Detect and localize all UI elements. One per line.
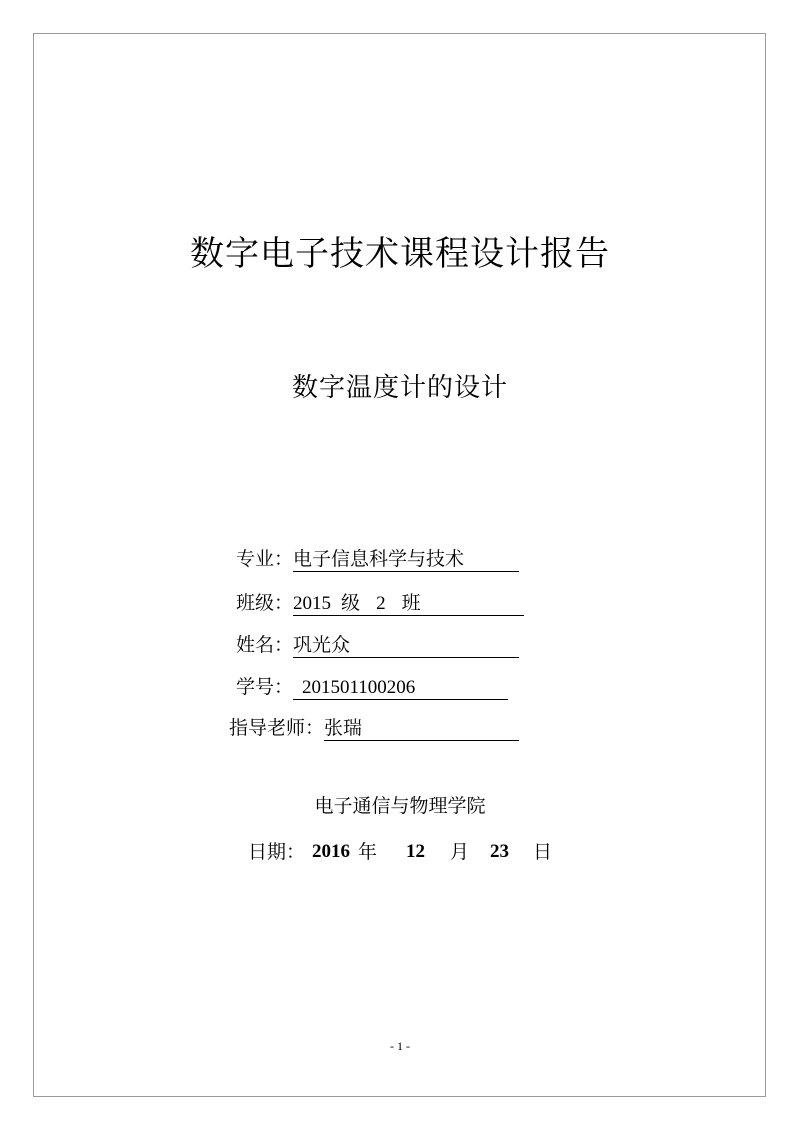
class-word: 班	[401, 592, 421, 614]
date-month-word: 月	[450, 841, 470, 863]
school-name: 电子通信与物理学院	[314, 795, 486, 817]
student-id-value: 201501100206	[302, 677, 416, 698]
date-year-word: 年	[358, 841, 378, 863]
report-subtitle: 数字温度计的设计	[291, 373, 508, 403]
major-value: 电子信息科学与技术	[293, 548, 465, 570]
class-number: 2	[376, 593, 386, 614]
class-field	[293, 589, 524, 616]
class-grade-word: 级	[341, 592, 361, 614]
advisor-label: 指导老师：	[228, 717, 324, 739]
student-id-field	[293, 673, 508, 700]
major-label: 专业：	[235, 548, 293, 570]
name-label: 姓名：	[235, 634, 293, 656]
name-value: 巩光众	[293, 634, 351, 656]
advisor-value: 张瑞	[324, 717, 363, 739]
name-field	[293, 631, 519, 658]
student-id-label: 学号：	[235, 676, 293, 698]
report-title: 数字电子技术课程设计报告	[190, 234, 610, 274]
advisor-field	[324, 714, 519, 741]
date-day: 23	[490, 841, 509, 862]
date-year: 2016	[312, 841, 350, 862]
page-number: - 1 -	[390, 1039, 410, 1053]
date-day-word: 日	[533, 841, 553, 863]
major-field	[293, 545, 519, 572]
class-label: 班级：	[235, 592, 293, 614]
date-label: 日期：	[248, 841, 306, 863]
date-month: 12	[406, 841, 425, 862]
class-year: 2015	[293, 593, 331, 614]
